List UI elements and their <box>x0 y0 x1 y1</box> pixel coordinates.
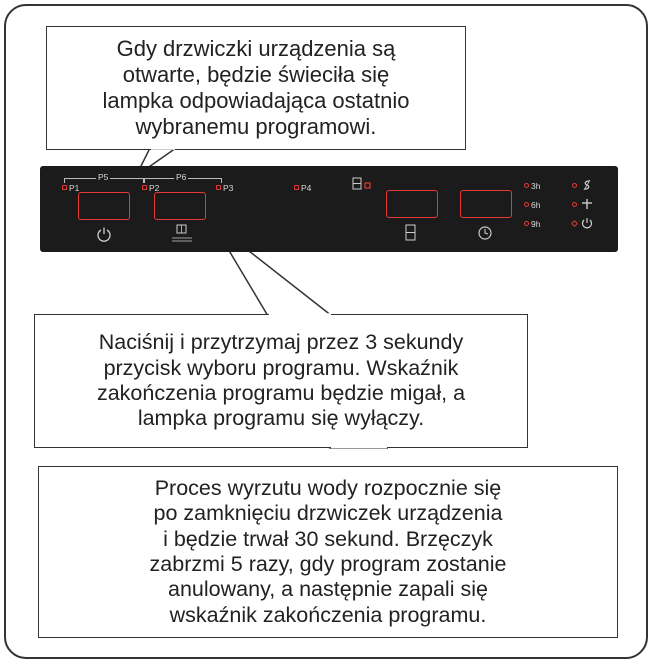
callout-door-open-text: Gdy drzwiczki urządzenia są otwarte, będzie świeciła się lampka odpowiadająca ostatnio wybranemu programowi. <box>102 36 410 139</box>
callout-drain-text: Proces wyrzutu wody rozpocznie się po zamknięciu drzwiczek urządzenia i będzie trwał 30 sekund. Brzęczyk zabrzmi 5 razy, gdy program zostanie anulowany, a następnie zapali się wskaźnik zakończenia programu. <box>149 475 507 627</box>
led-p4 <box>294 185 299 190</box>
half-load-indicator-icon <box>352 177 372 191</box>
label-p3: P3 <box>223 183 234 193</box>
led-p1 <box>62 185 67 190</box>
callout-press-hold-text: Naciśnij i przytrzymaj przez 3 sekundy przycisk wyboru programu. Wskaźnik zakończenia programu będzie migał, a lampka programu się wyłączy. <box>96 330 466 431</box>
end-indicator-icon <box>581 217 593 229</box>
delay-button[interactable] <box>460 190 512 218</box>
salt-icon <box>581 179 593 191</box>
half-load-icon <box>404 224 418 242</box>
callout-drain <box>38 466 618 638</box>
label-delay-3h: 3h <box>531 181 541 191</box>
led-p3 <box>216 185 221 190</box>
power-icon <box>96 226 112 242</box>
label-p6: P6 <box>176 172 187 182</box>
led-p2 <box>142 185 147 190</box>
callout-press-hold <box>34 314 528 448</box>
label-p4: P4 <box>301 183 312 193</box>
callout-door-open <box>46 26 466 150</box>
rinse-aid-icon <box>581 198 593 210</box>
control-panel <box>40 166 618 252</box>
led-delay-9h <box>524 221 529 226</box>
led-delay-6h <box>524 202 529 207</box>
label-p2: P2 <box>149 183 160 193</box>
program-button[interactable] <box>154 192 206 220</box>
half-load-button[interactable] <box>386 190 438 218</box>
program-select-icon <box>170 224 194 244</box>
power-button[interactable] <box>78 192 130 220</box>
led-end <box>571 220 578 227</box>
led-salt <box>572 183 577 188</box>
label-delay-6h: 6h <box>531 200 541 210</box>
clock-icon <box>477 225 493 241</box>
label-delay-9h: 9h <box>531 219 541 229</box>
led-delay-3h <box>524 183 529 188</box>
label-p1: P1 <box>69 183 80 193</box>
label-p5: P5 <box>98 172 109 182</box>
led-rinse-aid <box>572 202 577 207</box>
